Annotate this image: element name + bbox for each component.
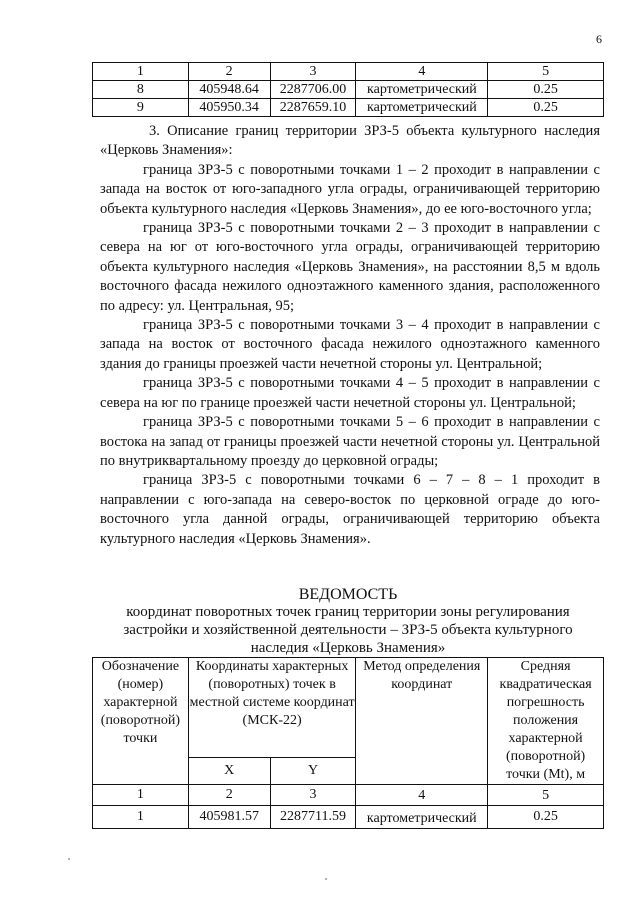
table-row [93, 81, 604, 99]
vedomost-subtitle-line: координат поворотных точек границ территории зоны регулирования [126, 604, 570, 620]
header-error: Средняя квадратическая погрешность положения характерной (поворотной) точки (Mt), м [488, 658, 604, 785]
coordinate-x: 405950.34 [188, 99, 270, 117]
table-row [93, 806, 604, 829]
boundary-paragraph: граница ЗРЗ-5 с поворотными точками 2 – 3 проходит в направлении с севера на юг от юго-восточного угла ограды, ограничивающей территорию объекта культурного наследия «Церковь Знамения», на расстоянии 8,5 м вдоль восточного фасада нежилого одноэтажного каменного здания, расположенного по адресу: ул. Центральная, 95; [100, 220, 600, 314]
error-value: 0.25 [488, 806, 604, 829]
column-number: 4 [356, 785, 488, 806]
coordinates-table [92, 657, 604, 829]
method: картометрический [356, 806, 488, 829]
coordinates-table-continued [92, 62, 604, 117]
error-value: 0.25 [488, 99, 604, 117]
column-number: 2 [188, 785, 270, 806]
table-row [93, 99, 604, 117]
header-point-designation: Обозначение (номер) характерной (поворотной) точки [93, 658, 189, 785]
header-method: Метод определения координат [356, 658, 488, 785]
method: картометрический [356, 99, 488, 117]
boundary-paragraph: граница ЗРЗ-5 с поворотными точками 6 – 7 – 8 – 1 проходит в направлении с юго-запада на северо-восток по церковной ограде до юго-восточного угла данной ограды, ограничивающей территорию объекта культурного наследия «Церковь Знамения». [100, 472, 600, 547]
page-number: 6 [596, 32, 602, 46]
vedomost-subtitle-line: застройки и хозяйственной деятельности – ЗРЗ-5 объекта культурного [123, 622, 573, 638]
header-cell: 5 [488, 63, 604, 81]
header-cell: 3 [270, 63, 356, 81]
error-value: 0.25 [488, 81, 604, 99]
boundary-paragraph: граница ЗРЗ-5 с поворотными точками 5 – 6 проходит в направлении с востока на запад от границы проезжей части нечетной стороны ул. Центральной по внутриквартальному проезду до церковной ограды; [100, 414, 600, 469]
scan-speck [325, 878, 327, 880]
boundary-paragraph: граница ЗРЗ-5 с поворотными точками 4 – 5 проходит в направлении с севера на юг по границе проезжей части нечетной стороны ул. Центральной; [100, 375, 600, 411]
method: картометрический [356, 81, 488, 99]
column-number: 1 [93, 785, 189, 806]
header-cell: 2 [188, 63, 270, 81]
coordinate-x: 405948.64 [188, 81, 270, 99]
boundary-description [100, 122, 600, 549]
header-cell: 1 [93, 63, 189, 81]
column-number: 5 [488, 785, 604, 806]
header-cell: 4 [356, 63, 488, 81]
table-number-row [93, 785, 604, 806]
scan-speck [68, 858, 70, 860]
vedomost-subtitle-line: наследия «Церковь Знамения» [250, 640, 446, 656]
header-y: Y [270, 758, 356, 785]
point-number: 1 [93, 806, 189, 829]
table-header-row [93, 658, 604, 758]
coordinate-y: 2287711.59 [270, 806, 356, 829]
point-number: 9 [93, 99, 189, 117]
section-heading-paragraph: 3. Описание границ территории ЗРЗ-5 объекта культурного наследия «Церковь Знамения»: [100, 123, 600, 159]
boundary-paragraph: граница ЗРЗ-5 с поворотными точками 1 – 2 проходит в направлении с запада на восток от юго-западного угла ограды, ограничивающей территорию объекта культурного наследия «Церковь Знамения», до ее юго-восточного угла; [100, 161, 600, 217]
table-header-row [93, 63, 604, 81]
boundary-paragraph: граница ЗРЗ-5 с поворотными точками 3 – 4 проходит в направлении с запада на восток от восточного фасада нежилого одноэтажного каменного здания до границы проезжей части нечетной стороны ул. Центральной; [100, 317, 600, 372]
coordinate-y: 2287659.10 [270, 99, 356, 117]
point-number: 8 [93, 81, 189, 99]
coordinate-x: 405981.57 [188, 806, 270, 829]
coordinate-y: 2287706.00 [270, 81, 356, 99]
vedomost-title: ВЕДОМОСТЬ [298, 586, 398, 603]
header-x: X [188, 758, 270, 785]
column-number: 3 [270, 785, 356, 806]
header-coordinates: Координаты характерных (поворотных) точек в местной системе координат (МСК-22) [188, 658, 356, 758]
